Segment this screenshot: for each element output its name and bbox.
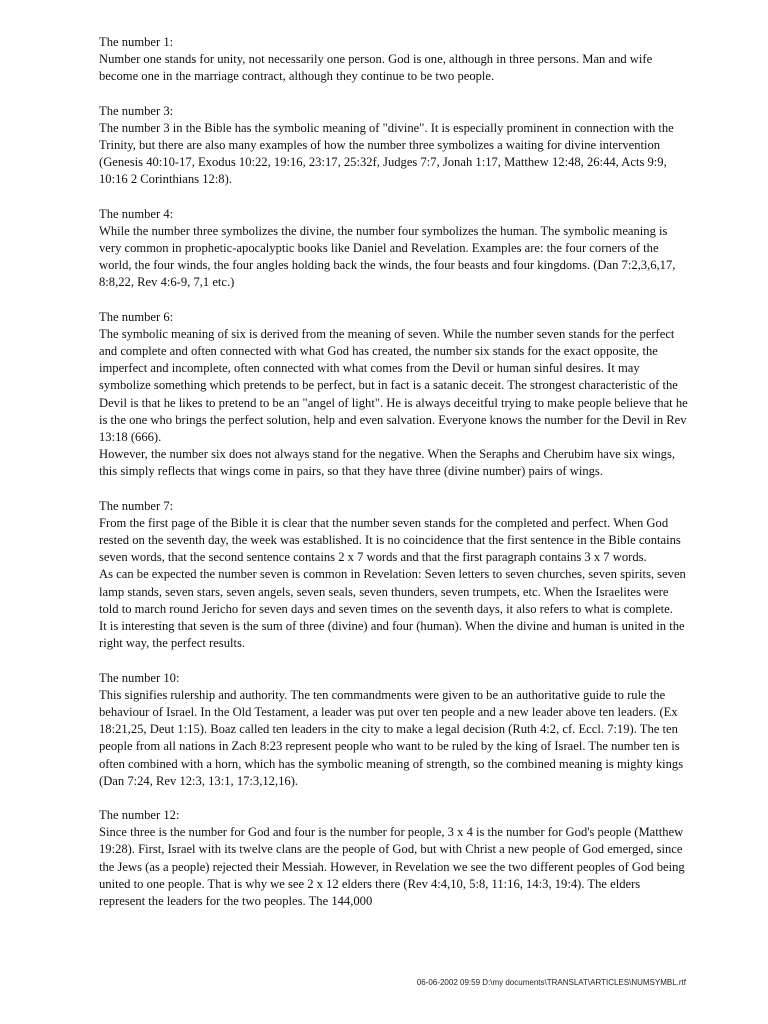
section-number-6 [99, 309, 689, 481]
section-paragraph: From the first page of the Bible it is clear that the number seven stands for the completed and perfect. When God rested on the seventh day, the week was established. It is no coincidence that the first sentence in the Bible contains seven words, that the second sentence contains 2 x 7 words and that the first paragraph contains 3 x 7 words. [99, 515, 681, 565]
section-paragraph: Number one stands for unity, not necessarily one person. God is one, although in three persons. Man and wife become one in the marriage contract, although they continue to be two people. [99, 52, 653, 84]
section-number-4 [99, 206, 689, 292]
section-number-12 [99, 807, 689, 910]
section-number-3 [99, 103, 689, 189]
section-paragraph: Since three is the number for God and four is the number for people, 3 x 4 is the number for God's people (Matthew 19:28). First, Israel with its twelve clans are the people of God, but with Christ a new people of God emerged, since the Jews (as a people) rejected their Messiah. However, in Revelation we see the two different peoples of God being united to one people. That is why we see 2 x 12 elders there (Rev 4:4,10, 5:8, 11:16, 14:3, 19:4). The elders represent the leaders for the two peoples. The 144,000 [99, 825, 685, 908]
section-paragraph: This signifies rulership and authority. The ten commandments were given to be an authoritative guide to rule the behaviour of Israel. In the Old Testament, a leader was put over ten people and a new leader above ten leaders. (Ex 18:21,25, Deut 1:15). Boaz called ten leaders in the city to make a legal decision (Ruth 4:2, cf. Eccl. 7:19). The ten people from all nations in Zach 8:23 represent people who want to be ruled by the king of Israel. The number ten is often combined with a horn, which has the symbolic meaning of strength, so the combined meaning is mighty kings (Dan 7:24, Rev 12:3, 13:1, 17:3,12,16). [99, 687, 684, 788]
section-title: The number 1: [99, 35, 174, 49]
section-paragraph: The number 3 in the Bible has the symbolic meaning of "divine". It is especially prominent in connection with the Trinity, but there are also many examples of how the number three symbolizes a waiting for divine intervention (Genesis 40:10-17, Exodus 10:22, 19:16, 23:17, 25:32f, Judges 7:7, Jonah 1:17, Matthew 12:48, 26:44, Acts 9:9, 10:16 2 Corinthians 12:8). [99, 120, 674, 187]
section-title: The number 3: [99, 103, 174, 118]
section-number-7 [99, 498, 689, 653]
section-title: The number 10: [99, 670, 180, 685]
section-number-10 [99, 670, 689, 790]
section-number-1 [99, 34, 689, 86]
page-footer: 06-06-2002 09:59 D:\my documents\TRANSLAT\ARTICLES\NUMSYMBL.rtf [416, 978, 686, 987]
section-paragraph: The symbolic meaning of six is derived from the meaning of seven. While the number seven stands for the perfect and complete and often connected with what God has created, the number six stands for the exact opposite, the imperfect and incomplete, often connected with what comes from the Devil or human sinful desires. It may symbolize something which pretends to be perfect, but in fact is a satanic deceit. The strongest characteristic of the Devil is that he likes to pretend to be an "angel of light". He is always deceitful trying to make people believe that he is the one who brings the perfect solution, help and even salvation. Everyone knows the number for the Devil in Rev 13:18 (666). [99, 326, 688, 445]
section-paragraph: However, the number six does not always stand for the negative. When the Seraphs and Cherubim have six wings, this simply reflects that wings come in pairs, so that they have three (divine number) pairs of wings. [99, 447, 675, 479]
section-title: The number 6: [99, 309, 174, 324]
section-paragraph: As can be expected the number seven is common in Revelation: Seven letters to seven churches, seven spirits, seven lamp stands, seven stars, seven angels, seven seals, seven thunders, seven trumpets, etc. When the Israelites were told to march round Jericho for seven days and seven times on the seventh days, it also refers to what is complete. [99, 567, 686, 616]
section-title: The number 7: [99, 498, 174, 513]
section-paragraph: While the number three symbolizes the divine, the number four symbolizes the human. The symbolic meaning is very common in prophetic-apocalyptic books like Daniel and Revelation. Examples are: the four corners of the world, the four winds, the four angles holding back the winds, the four beasts and four kingdoms. (Dan 7:2,3,6,17, 8:8,22, Rev 4:6-9, 7,1 etc.) [99, 223, 676, 290]
document-body [99, 34, 689, 927]
section-title: The number 12: [99, 807, 180, 822]
section-paragraph: It is interesting that seven is the sum of three (divine) and four (human). When the divine and human is united in the right way, the perfect results. [99, 619, 685, 651]
section-title: The number 4: [99, 206, 174, 221]
